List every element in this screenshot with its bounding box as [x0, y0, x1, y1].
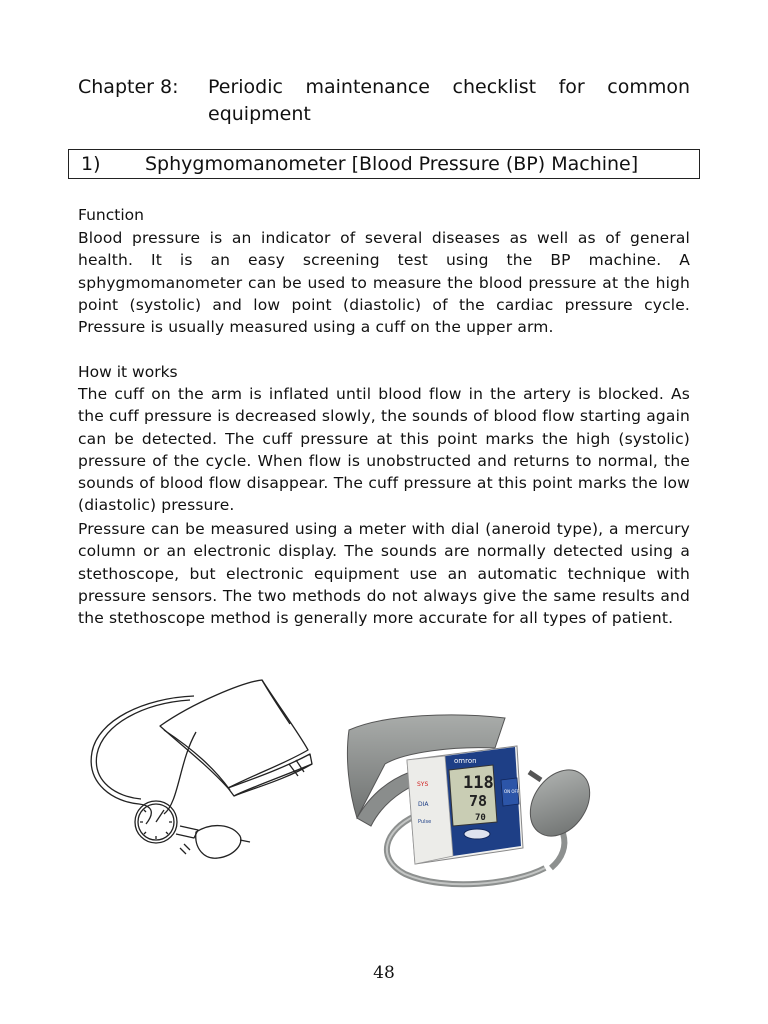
dia-value: 78 [469, 792, 488, 810]
sys-value: 118 [463, 773, 494, 793]
how-it-works-heading: How it works [78, 363, 178, 381]
chapter-title: Periodic maintenance checklist for common equipment [208, 76, 690, 125]
page-number: 48 [373, 963, 395, 983]
on-off-button-label: ON OFF [504, 789, 520, 794]
digital-bp-monitor-photo [345, 708, 613, 893]
device-brand: omron [454, 757, 477, 765]
how-it-works-paragraph-2: Pressure can be measured using a meter with dial (aneroid type), a mercury column or an electronic display. The sounds are normally detected using a stethoscope, but electronic equipment use an automatic technique with pressure sensors. The two methods do not always give the same results and the stethoscope method is generally more accurate for all types of patient. [78, 520, 690, 628]
section-heading-box [68, 149, 700, 179]
aneroid-sphygmomanometer-drawing [84, 672, 324, 867]
chapter-heading [78, 74, 690, 128]
chapter-number: Chapter 8: [78, 76, 179, 98]
function-paragraph: Blood pressure is an indicator of several diseases as well as of general health. It is an easy screening test using the BP machine. A sphygmomanometer can be used to measure the blood pressure at the high point (systolic) and low point (diastolic) of the cardiac pressure cycle. Pressure is usually measured using a cuff on the upper arm. [78, 229, 690, 337]
sys-label: SYS [417, 781, 429, 788]
how-it-works-paragraph-1: The cuff on the arm is inflated until blood flow in the artery is blocked. As the cuff pressure is decreased slowly, the sounds of blood flow starting again can be detected. The cuff pressure at this point marks the high (systolic) pressure of the cycle. When flow is unobstructed and returns to normal, the sounds of blood flow disappear. The cuff pressure at this point marks the low (diastolic) pressure. [78, 385, 690, 515]
section-title: Sphygmomanometer [Blood Pressure (BP) Machine] [145, 153, 639, 175]
function-heading: Function [78, 206, 144, 224]
dia-label: DIA [418, 801, 429, 808]
pulse-value: 70 [475, 813, 486, 823]
section-number: 1) [81, 153, 101, 175]
pulse-label: Pulse [418, 819, 432, 825]
